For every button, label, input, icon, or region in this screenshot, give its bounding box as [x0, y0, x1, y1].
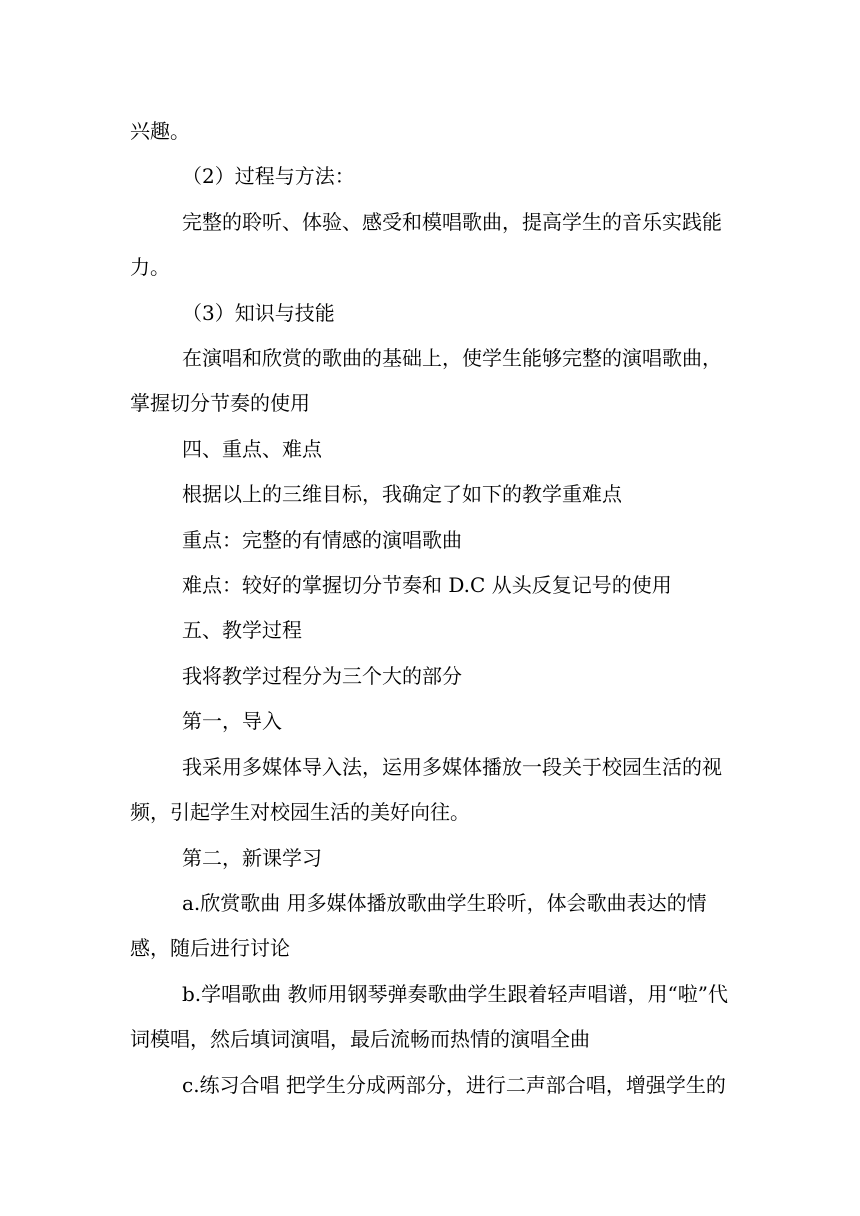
paragraph-line: 词模唱，然后填词演唱，最后流畅而热情的演唱全曲 [130, 1027, 590, 1052]
paragraph-line: 难点：较好的掌握切分节奏和 D.C 从头反复记号的使用 [182, 573, 672, 598]
paragraph [130, 881, 732, 972]
paragraph-line: 我将教学过程分为三个大的部分 [182, 663, 462, 688]
paragraph [130, 563, 732, 608]
paragraph-line: 频，引起学生对校园生活的美好向往。 [130, 800, 470, 825]
section-heading [130, 608, 732, 653]
paragraph-line: b.学唱歌曲 教师用钢琴弹奏歌曲学生跟着轻声唱谱，用“啦”代 [182, 981, 728, 1006]
paragraph-line: 四、重点、难点 [182, 436, 322, 461]
paragraph-line: 在演唱和欣赏的歌曲的基础上，使学生能够完整的演唱歌曲， [182, 346, 722, 371]
paragraph-line: 重点：完整的有情感的演唱歌曲 [182, 527, 462, 552]
document-body [130, 109, 732, 1108]
paragraph-heading [130, 154, 732, 199]
paragraph [130, 972, 732, 1063]
paragraph-line: 我采用多媒体导入法，运用多媒体播放一段关于校园生活的视 [182, 754, 722, 779]
paragraph-line: （2）过程与方法： [182, 164, 355, 189]
section-heading [130, 427, 732, 472]
paragraph [130, 518, 732, 563]
paragraph-line: 根据以上的三维目标，我确定了如下的教学重难点 [182, 482, 622, 507]
paragraph-line: a.欣赏歌曲 用多媒体播放歌曲学生聆听，体会歌曲表达的情 [182, 890, 707, 915]
paragraph [130, 472, 732, 517]
paragraph-line: （3）知识与技能 [182, 300, 335, 325]
paragraph-line: 第一，导入 [182, 709, 282, 734]
paragraph [130, 336, 732, 427]
paragraph-heading [130, 291, 732, 336]
paragraph-heading [130, 836, 732, 881]
paragraph-line: c.练习合唱 把学生分成两部分，进行二声部合唱，增强学生的 [182, 1072, 726, 1097]
paragraph-line: 力。 [130, 255, 170, 280]
paragraph-line: 完整的聆听、体验、感受和模唱歌曲，提高学生的音乐实践能 [182, 209, 722, 234]
paragraph [130, 109, 732, 154]
paragraph-line: 感，随后进行讨论 [130, 936, 290, 961]
paragraph-line: 兴趣。 [130, 119, 190, 143]
paragraph [130, 654, 732, 699]
paragraph [130, 1063, 732, 1108]
paragraph-heading [130, 699, 732, 744]
paragraph-line: 五、教学过程 [182, 618, 302, 643]
paragraph-line: 第二，新课学习 [182, 845, 322, 870]
paragraph [130, 200, 732, 291]
paragraph-line: 掌握切分节奏的使用 [130, 391, 310, 416]
paragraph [130, 745, 732, 836]
